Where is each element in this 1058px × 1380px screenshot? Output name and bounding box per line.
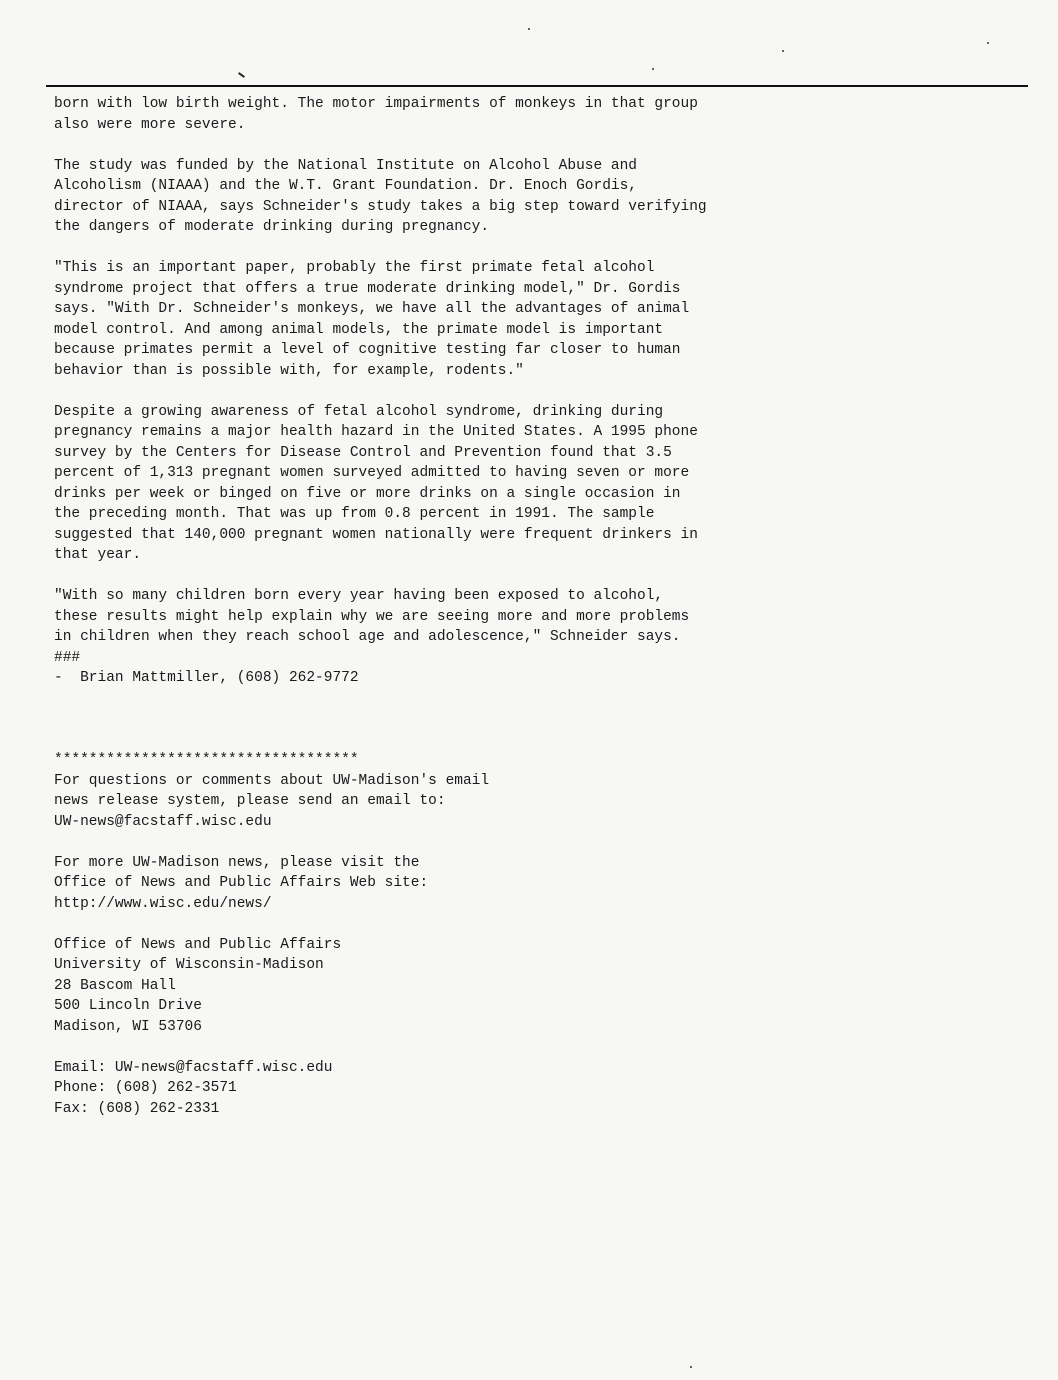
paragraph-statistics bbox=[54, 402, 814, 566]
text-line: survey by the Centers for Disease Control and Prevention found that 3.5 bbox=[54, 444, 672, 461]
paragraph-gordis-quote bbox=[54, 258, 814, 381]
speck bbox=[782, 50, 784, 52]
footer-address bbox=[54, 935, 814, 1038]
text-line: director of NIAAA, says Schneider's study takes a big step toward verifying bbox=[54, 198, 707, 215]
text-line: the preceding month. That was up from 0.8 percent in 1991. The sample bbox=[54, 506, 655, 522]
address-line: University of Wisconsin-Madison bbox=[54, 957, 324, 973]
speck bbox=[987, 42, 989, 44]
footer-contact bbox=[54, 1058, 814, 1120]
text-line: model control. And among animal models, the primate model is important bbox=[54, 321, 664, 338]
footer bbox=[54, 750, 814, 1119]
text-line: "With so many children born every year having been exposed to alcohol, bbox=[54, 588, 664, 604]
text-line: Alcoholism (NIAAA) and the W.T. Grant Foundation. Dr. Enoch Gordis, bbox=[54, 178, 637, 194]
footer-questions bbox=[54, 771, 814, 833]
address-line: Office of News and Public Affairs bbox=[54, 936, 342, 953]
text-line: For questions or comments about UW-Madison's email bbox=[54, 772, 490, 789]
speck bbox=[528, 28, 530, 30]
paragraph-continuation bbox=[54, 94, 814, 135]
text-line: these results might help explain why we are seeing more and more problems bbox=[54, 608, 690, 625]
contact-email: Email: UW-news@facstaff.wisc.edu bbox=[54, 1059, 333, 1076]
text-line: syndrome project that offers a true moderate drinking model," Dr. Gordis bbox=[54, 280, 681, 297]
text-line: the dangers of moderate drinking during pregnancy. bbox=[54, 219, 490, 235]
speck bbox=[652, 68, 654, 70]
text-line: Despite a growing awareness of fetal alcohol syndrome, drinking during bbox=[54, 403, 664, 420]
text-line: Office of News and Public Affairs Web site: bbox=[54, 875, 429, 891]
document-body bbox=[54, 94, 814, 1119]
text-line: percent of 1,313 pregnant women surveyed admitted to having seven or more bbox=[54, 465, 690, 481]
address-line: 500 Lincoln Drive bbox=[54, 998, 202, 1014]
text-line: in children when they reach school age and adolescence," Schneider says. bbox=[54, 629, 681, 645]
text-line: suggested that 140,000 pregnant women nationally were frequent drinkers in bbox=[54, 526, 698, 543]
footer-separator: *********************************** bbox=[54, 752, 359, 768]
text-line: says. "With Dr. Schneider's monkeys, we have all the advantages of animal bbox=[54, 301, 690, 317]
text-line: born with low birth weight. The motor impairments of monkeys in that group bbox=[54, 96, 698, 112]
email-link[interactable]: UW-news@facstaff.wisc.edu bbox=[54, 813, 272, 830]
text-line: also were more severe. bbox=[54, 116, 246, 133]
contact-phone: Phone: (608) 262-3571 bbox=[54, 1080, 237, 1096]
byline: - Brian Mattmiller, (608) 262-9772 bbox=[54, 670, 359, 686]
text-line: behavior than is possible with, for example, rodents." bbox=[54, 362, 524, 379]
footer-news bbox=[54, 853, 814, 915]
text-line: The study was funded by the National Institute on Alcohol Abuse and bbox=[54, 157, 637, 174]
paragraph-schneider-quote bbox=[54, 586, 814, 689]
header-rule bbox=[46, 85, 1028, 87]
text-line: drinks per week or binged on five or more drinks on a single occasion in bbox=[54, 485, 681, 502]
text-line: because primates permit a level of cognitive testing far closer to human bbox=[54, 342, 681, 358]
text-line: pregnancy remains a major health hazard in the United States. A 1995 phone bbox=[54, 424, 698, 440]
address-line: Madison, WI 53706 bbox=[54, 1018, 202, 1035]
contact-fax: Fax: (608) 262-2331 bbox=[54, 1100, 220, 1117]
text-line: news release system, please send an email to: bbox=[54, 793, 446, 809]
paragraph-funding bbox=[54, 156, 814, 238]
text-line: "This is an important paper, probably the first primate fetal alcohol bbox=[54, 260, 655, 276]
website-link[interactable]: http://www.wisc.edu/news/ bbox=[54, 895, 272, 912]
text-line: that year. bbox=[54, 547, 142, 563]
stray-mark bbox=[238, 72, 245, 78]
speck bbox=[690, 1366, 692, 1368]
text-line: For more UW-Madison news, please visit the bbox=[54, 854, 420, 871]
address-line: 28 Bascom Hall bbox=[54, 977, 176, 994]
end-marker: ### bbox=[54, 649, 81, 666]
